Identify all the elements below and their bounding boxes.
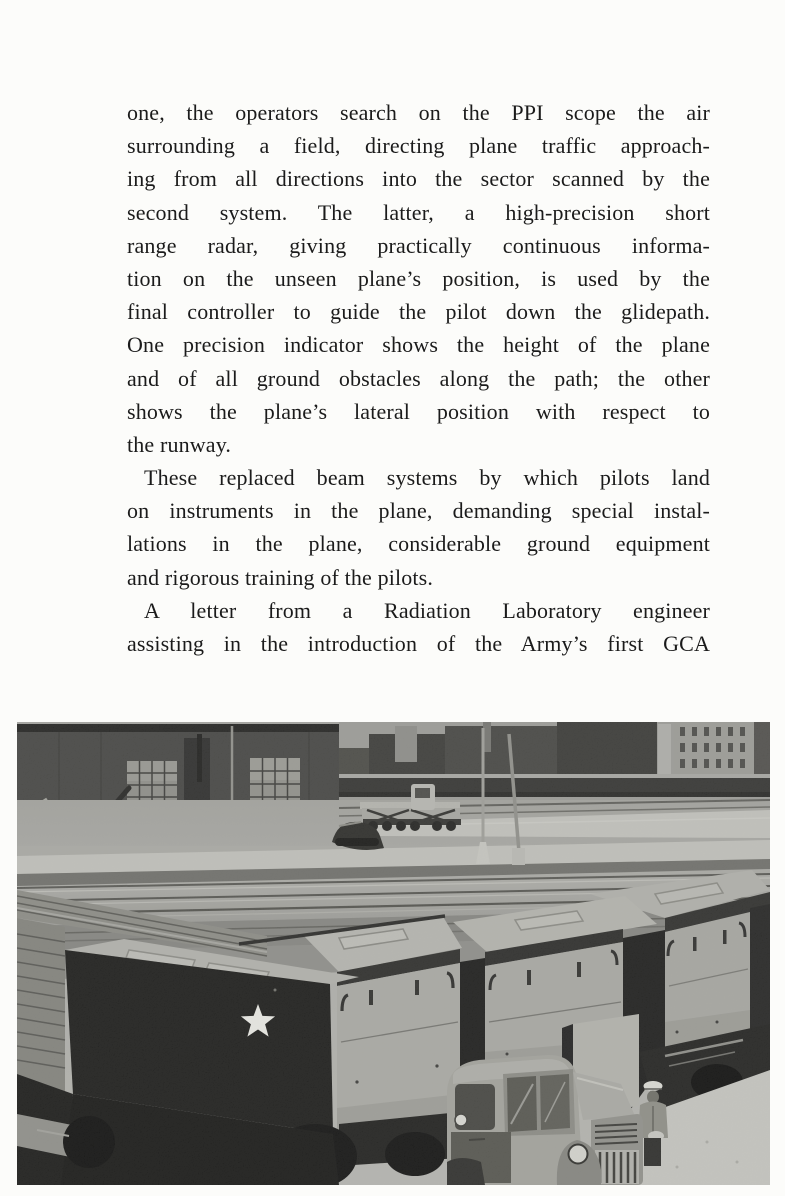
film-grain bbox=[17, 722, 770, 1185]
text-line: and rigorous training of the pilots. bbox=[127, 564, 434, 590]
text-line: lations in the plane, considerable ground equipment bbox=[127, 531, 710, 557]
text-line: These replaced beam systems by which pilots land bbox=[144, 465, 710, 491]
text-line: range radar, giving practically continuous informa- bbox=[127, 232, 710, 258]
text-line: shows the plane’s lateral position with respect to bbox=[127, 398, 710, 424]
photo-canvas bbox=[17, 722, 770, 1185]
text-line: surrounding a field, directing plane traffic approach- bbox=[127, 133, 710, 159]
photograph-gca-trailers bbox=[17, 722, 770, 1185]
text-line: tion on the unseen plane’s position, is used by the bbox=[127, 265, 710, 291]
text-line: one, the operators search on the PPI scope the air bbox=[127, 100, 710, 125]
text-line: the runway. bbox=[127, 431, 232, 457]
text-line: One precision indicator shows the height of the plane bbox=[127, 332, 710, 358]
text-line: second system. The latter, a high-precision short bbox=[127, 199, 710, 225]
body-text bbox=[127, 96, 710, 660]
text-line: and of all ground obstacles along the path; the other bbox=[127, 365, 710, 391]
text-line: A letter from a Radiation Laboratory engineer bbox=[144, 597, 710, 623]
text-line: ing from all directions into the sector scanned by the bbox=[127, 166, 710, 192]
text-line: assisting in the introduction of the Army’s first GCA bbox=[127, 631, 710, 656]
text-line: final controller to guide the pilot down the glidepath. bbox=[127, 299, 710, 325]
text-line: on instruments in the plane, demanding special instal- bbox=[127, 498, 710, 524]
